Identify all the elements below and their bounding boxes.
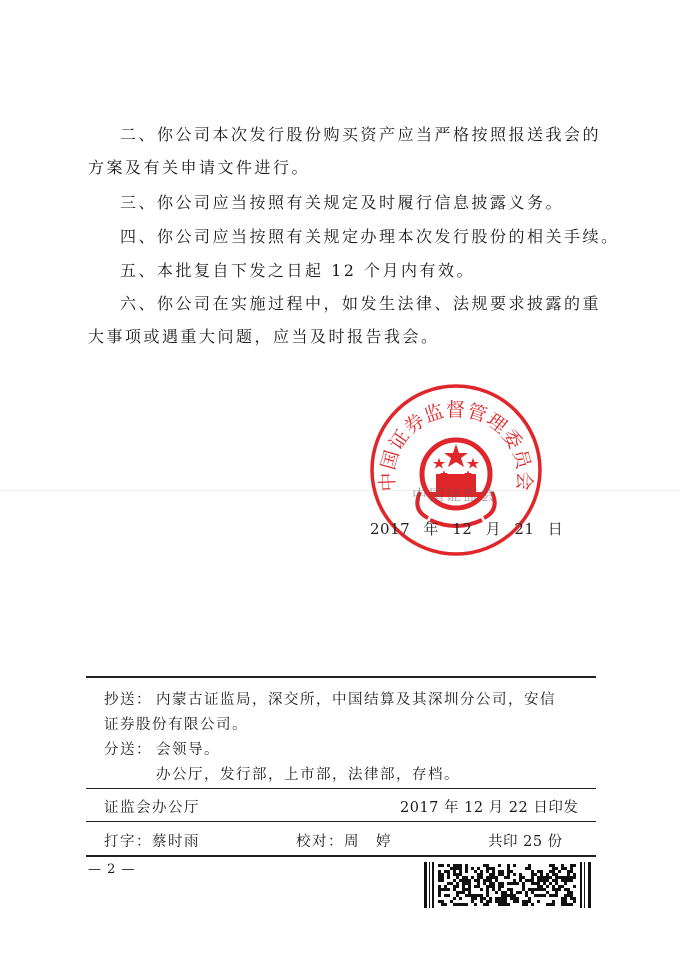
dist-line-2: 办公厅，发行部，上市部，法律部，存档。 [156,767,460,783]
cc-line-1: 内蒙古证监局，深交所，中国结算及其深圳分公司，安信 [156,692,556,708]
issuer-name: 中国证监会 [412,486,498,504]
paragraph-2-line-2: 方案及有关申请文件进行。 [88,158,311,177]
signature-date: 2017 年 12 月 21 日 [370,520,564,538]
paragraph-6-line-2: 大事项或遇重大问题，应当及时报告我会。 [88,327,440,346]
paragraph-3: 三、你公司应当按照有关规定及时履行信息披露义务。 [120,193,565,212]
paragraph-6-line-1: 六、你公司在实施过程中，如发生法律、法规要求披露的重 [120,294,602,313]
paragraph-5: 五、本批复自下发之日起 12 个月内有效。 [120,261,476,280]
paragraph-2-line-1: 二、你公司本次发行股份购买资产应当严格按照报送我会的 [120,125,602,144]
cc-label: 抄送： [104,692,152,708]
dist-label: 分送： [104,742,152,758]
dist-line-1: 会领导。 [156,742,220,758]
copies-count: 共印 25 份 [488,834,563,850]
paragraph-4: 四、你公司应当按照有关规定办理本次发行股份的相关手续。 [120,227,620,246]
barcode-icon [424,862,594,908]
proofreader: 校对：周 婷 [296,834,392,850]
scan-artifact-line [0,490,680,491]
rule-bottom [86,855,596,857]
page-number: — 2 — [88,862,136,877]
rule-mid-1 [86,788,596,789]
svg-text:中国证券监督管理委员会: 中国证券监督管理委员会 [376,399,536,492]
typist: 打字：蔡时雨 [104,834,200,850]
cc-line-2: 证券股份有限公司。 [104,717,248,733]
rule-mid-2 [86,821,596,822]
issue-date: 2017 年 12 月 22 日印发 [400,800,579,816]
rule-top [86,676,596,678]
issuing-office: 证监会办公厅 [104,800,200,816]
